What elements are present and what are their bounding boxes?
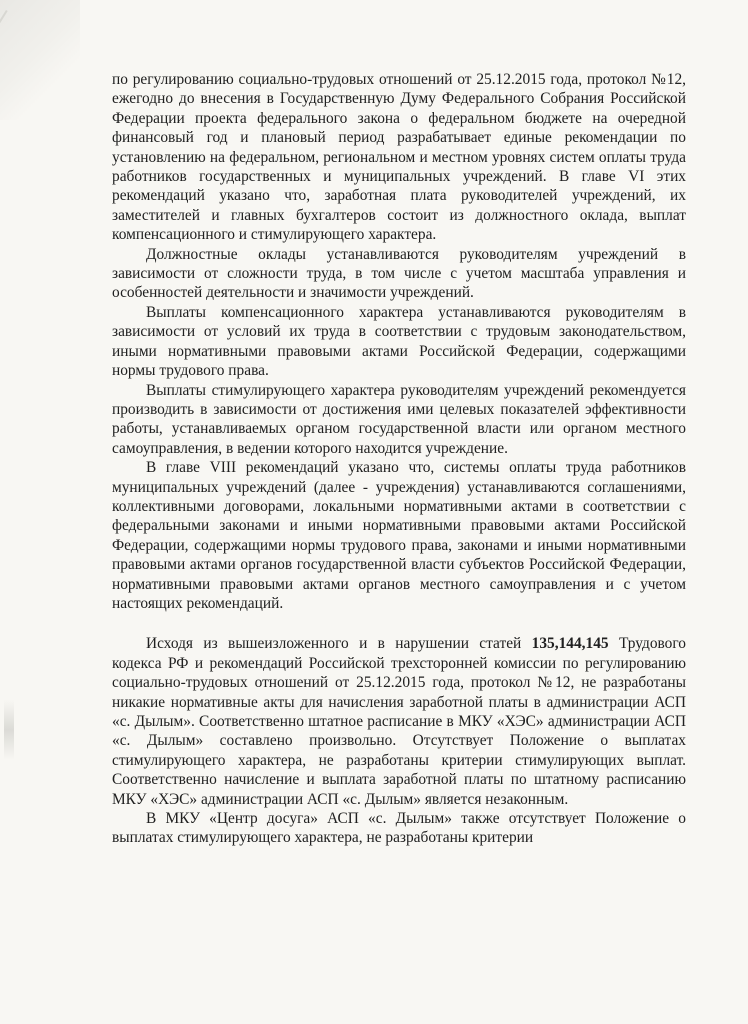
conclusion-lead: Исходя из вышеизложенного и в нарушении статей — [146, 635, 532, 653]
document-body — [112, 70, 686, 848]
paragraph-compensation: Выплаты компенсационного характера устанавливаются руководителям в зависимости от условий их труда в соответствии с трудовым законодательством, иными нормативными правовыми актами Российской Федерации, содержащими нормы трудового права. — [112, 303, 686, 380]
paragraph-continuation: по регулированию социально-трудовых отношений от 25.12.2015 года, протокол №12, ежегодно до внесения в Государственную Думу Федерального Собрания Российской Федерации проекта федерального закона о федеральном бюджете на очередной финансовый год и плановый период разрабатывает единые рекомендации по установлению на федеральном, региональном и местном уровнях систем оплаты труда работников государственных и муниципальных учреждений. В главе VI этих рекомендаций указано что, заработная плата руководителей учреждений, их заместителей и главных бухгалтеров состоит из должностного оклада, выплат компенсационного и стимулирующего характера. — [112, 71, 686, 244]
paragraph-leisure-center: В МКУ «Центр досуга» АСП «с. Дылым» также отсутствует Положение о выплатах стимулирующего характера, не разработаны критерии — [112, 810, 686, 847]
conclusion-rest: Трудового кодекса РФ и рекомендаций Российской трехсторонней комиссии по регулированию социально-трудовых отношений от 25.12.2015 года, протокол №12, не разработаны никакие нормативные акты для начисления заработной платы в администрации АСП «с. Дылым». Соответственно штатное расписание в МКУ «ХЭС» администрации АСП «с. Дылым» составлено произвольно. Отсутствует Положение о выплатах стимулирующего характера, не разработаны критерии стимулирующих выплат. Соответственно начисление и выплата заработной платы по штатному расписанию МКУ «ХЭС» администрации АСП «с. Дылым» является незаконным. — [112, 635, 686, 808]
paragraph-chapter-viii: В главе VIII рекомендаций указано что, системы оплаты труда работников муниципальных учреждений (далее - учреждения) устанавливаются соглашениями, коллективными договорами, локальными нормативными актами в соответствии с федеральными законами и иными нормативными правовыми актами Российской Федерации, содержащими нормы трудового права, законами и иными нормативными правовыми актами органов государственной власти субъектов Российской Федерации, нормативными правовыми актами органов местного самоуправления и с учетом настоящих рекомендаций. — [112, 459, 686, 612]
paragraph-incentive: Выплаты стимулирующего характера руководителям учреждений рекомендуется производить в зависимости от достижения ими целевых показателей эффективности работы, устанавливаемых органом государственной власти или органом местного самоуправления, в ведении которого находится учреждение. — [112, 381, 686, 457]
paragraph-conclusion — [112, 634, 686, 809]
scan-edge-mark — [4, 700, 14, 760]
paragraph-gap — [112, 613, 686, 634]
paragraph-salaries: Должностные оклады устанавливаются руководителям учреждений в зависимости от сложности труда, в том числе с учетом масштаба управления и особенностей деятельности и значимости учреждений. — [112, 245, 686, 302]
scan-corner-shadow — [0, 0, 80, 120]
conclusion-articles: 135,144,145 — [531, 635, 609, 653]
